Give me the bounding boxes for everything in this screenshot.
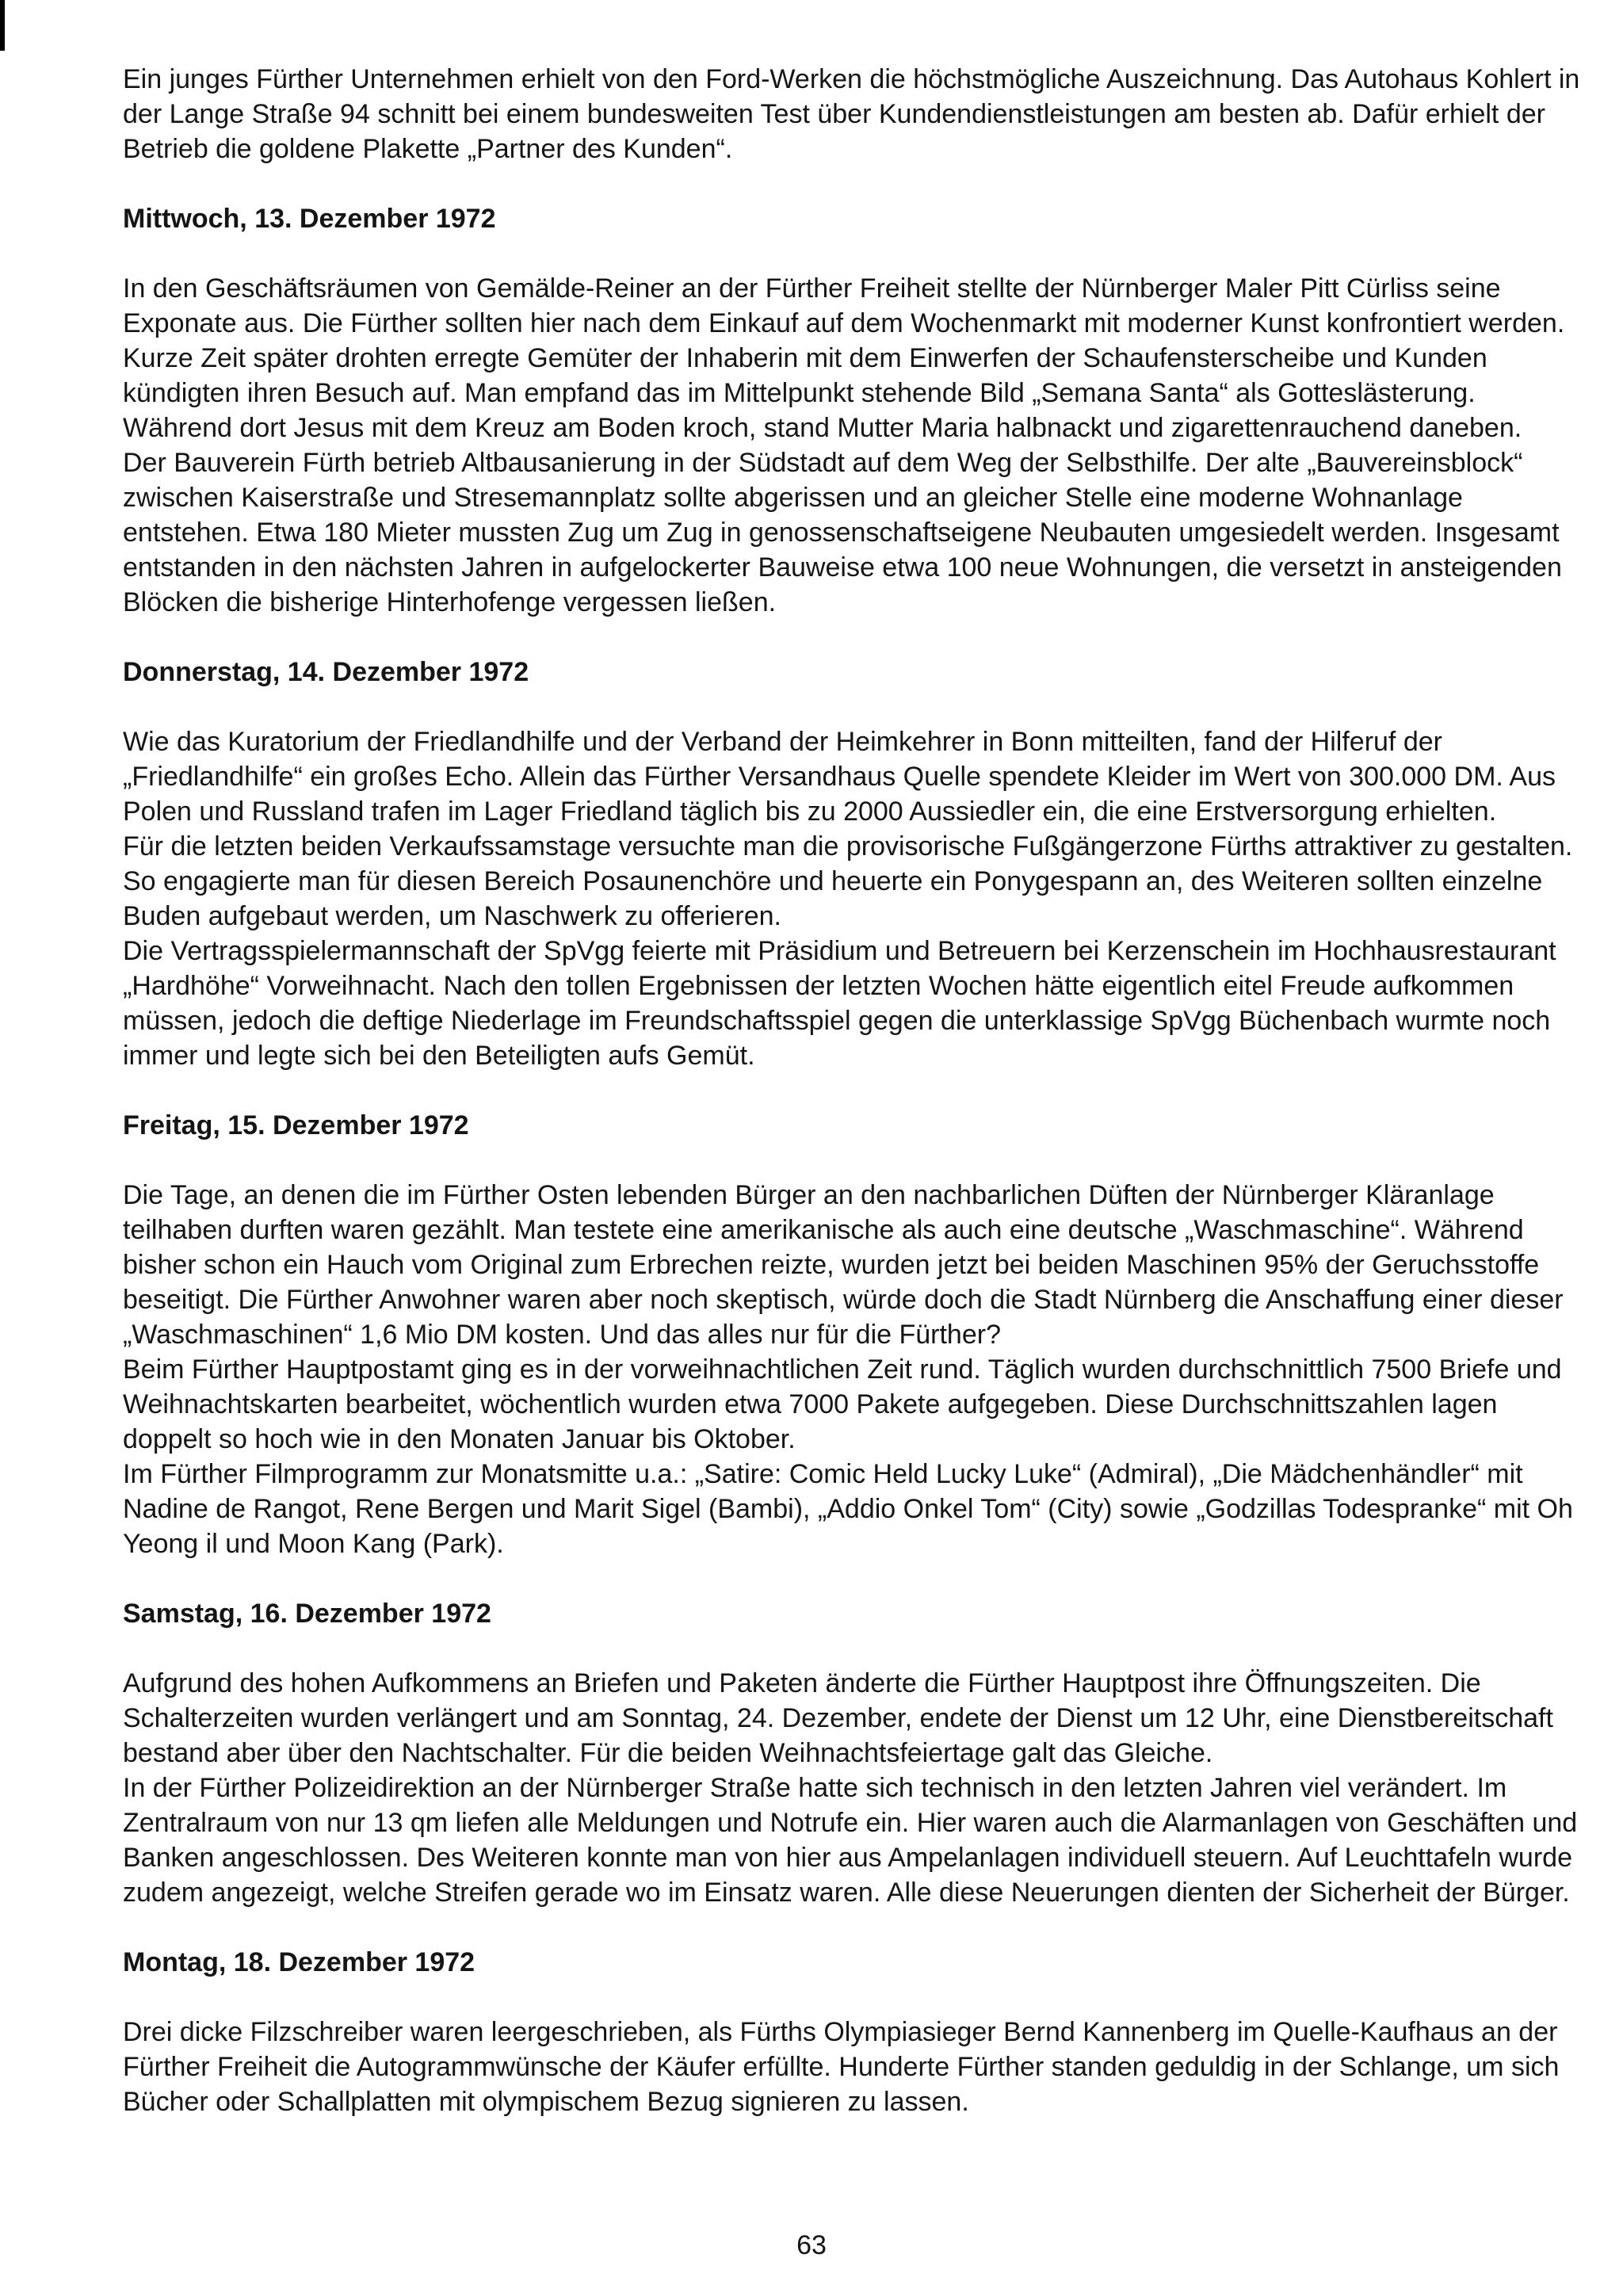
section-freitag-15-dezember [123,1108,1589,1561]
section-intro [123,62,1589,166]
section-donnerstag-14-dezember [123,655,1589,1073]
date-heading: Mittwoch, 13. Dezember 1972 [123,204,496,234]
section-montag-18-dezember [123,1945,1589,2119]
paragraph: Die Tage, an denen die im Fürther Osten lebenden Bürger an den nachbarlichen Düften der Nürnberger Kläranlage teilhaben durften waren gezählt. Man testete eine amerikanische als auch eine deutsche „Waschmaschine“. Während bisher schon ein Hauch vom Original zum Erbrechen reizte, wurden jetzt bei beiden Maschinen 95% der Geruchsstoffe beseitigt. Die Fürther Anwohner waren aber noch skeptisch, würde doch die Stadt Nürnberg die Anschaffung einer dieser „Waschmaschinen“ 1,6 Mio DM kosten. Und das alles nur für die Fürther? [123,1180,1564,1350]
page-number: 63 [796,2230,827,2260]
paragraph: Wie das Kuratorium der Friedlandhilfe und der Verband der Heimkehrer in Bonn mitteilten, fand der Hilferuf der „Friedlandhilfe“ ein großes Echo. Allein das Fürther Versandhaus Quelle spendete Kleider im Wert von 300.000 DM. Aus Polen und Russland trafen im Lager Friedland täglich bis zu 2000 Aussiedler ein, die eine Erstversorgung erhielten. [123,727,1556,827]
document-content [123,62,1589,2119]
paragraph: Beim Fürther Hauptpostamt ging es in der vorweihnachtlichen Zeit rund. Täglich wurden durchschnittlich 7500 Briefe und Weihnachtskarten bearbeitet, wöchentlich wurden etwa 7000 Pakete aufgegeben. Diese Durchschnittszahlen lagen doppelt so hoch wie in den Monaten Januar bis Oktober. [123,1354,1562,1454]
paragraph: Der Bauverein Fürth betrieb Altbausanierung in der Südstadt auf dem Weg der Selbsthilfe. Der alte „Bauvereinsblock“ zwischen Kaiserstraße und Stresemannplatz sollte abgerissen und an gleicher Stelle eine moderne Wohnanlage entstehen. Etwa 180 Mieter mussten Zug um Zug in genossenschaftseigene Neubauten umgesiedelt werden. Insgesamt entstanden in den nächsten Jahren in aufgelockerter Bauweise etwa 100 neue Wohnungen, die versetzt in ansteigenden Blöcken die bisherige Hinterhofenge vergessen ließen. [123,448,1562,617]
date-heading: Freitag, 15. Dezember 1972 [123,1110,469,1140]
paragraph: Die Vertragsspielermannschaft der SpVgg feierte mit Präsidium und Betreuern bei Kerzenschein im Hochhausrestaurant „Hardhöhe“ Vorweihnacht. Nach den tollen Ergebnissen der letzten Wochen hätte eigentlich eitel Freude aufkommen müssen, jedoch die deftige Niederlage im Freundschaftsspiel gegen die unterklassige SpVgg Büchenbach wurmte noch immer und legte sich bei den Beteiligten aufs Gemüt. [123,936,1556,1071]
paragraph: In den Geschäftsräumen von Gemälde-Reiner an der Fürther Freiheit stellte der Nürnberger Maler Pitt Cürliss seine Exponate aus. Die Fürther sollten hier nach dem Einkauf auf dem Wochenmarkt mit moderner Kunst konfrontiert werden. Kurze Zeit später drohten erregte Gemüter der Inhaberin mit dem Einwerfen der Schaufensterscheibe und Kunden kündigten ihren Besuch auf. Man empfand das im Mittelpunkt stehende Bild „Semana Santa“ als Gotteslästerung. Während dort Jesus mit dem Kreuz am Boden kroch, stand Mutter Maria halbnackt und zigarettenrauchend daneben. [123,273,1565,443]
paragraph: Im Fürther Filmprogramm zur Monatsmitte u.a.: „Satire: Comic Held Lucky Luke“ (Admiral), „Die Mädchenhändler“ mit Nadine de Rangot, Rene Bergen und Marit Sigel (Bambi), „Addio Onkel Tom“ (City) sowie „Godzillas Todespranke“ mit Oh Yeong il und Moon Kang (Park). [123,1459,1573,1559]
scan-edge-artifact [0,0,5,51]
paragraph: Für die letzten beiden Verkaufssamstage versuchte man die provisorische Fußgängerzone Fürths attraktiver zu gestalten. So engagierte man für diesen Bereich Posaunenchöre und heuerte ein Ponygespann an, des Weiteren sollten einzelne Buden aufgebaut werden, um Naschwerk zu offerieren. [123,831,1573,931]
paragraph: Ein junges Fürther Unternehmen erhielt von den Ford-Werken die höchstmögliche Auszeichnung. Das Autohaus Kohlert in der Lange Straße 94 schnitt bei einem bundesweiten Test über Kundendienstleistungen am besten ab. Dafür erhielt der Betrieb die goldene Plakette „Partner des Kunden“. [123,64,1580,164]
paragraph: Drei dicke Filzschreiber waren leergeschrieben, als Fürths Olympiasieger Bernd Kannenberg im Quelle-Kaufhaus an der Fürther Freiheit die Autogrammwünsche der Käufer erfüllte. Hunderte Fürther standen geduldig in der Schlange, um sich Bücher oder Schallplatten mit olympischem Bezug signieren zu lassen. [123,2017,1560,2117]
section-mittwoch-13-dezember [123,201,1589,620]
date-heading: Samstag, 16. Dezember 1972 [123,1599,491,1629]
date-heading: Montag, 18. Dezember 1972 [123,1947,475,1977]
section-samstag-16-dezember [123,1596,1589,1910]
paragraph: Aufgrund des hohen Aufkommens an Briefen und Paketen änderte die Fürther Hauptpost ihre Öffnungszeiten. Die Schalterzeiten wurden verlängert und am Sonntag, 24. Dezember, endete der Dienst um 12 Uhr, eine Dienstbereitschaft bestand aber über den Nachtschalter. Für die beiden Weihnachtsfeiertage galt das Gleiche. [123,1668,1553,1768]
date-heading: Donnerstag, 14. Dezember 1972 [123,657,529,687]
paragraph: In der Fürther Polizeidirektion an der Nürnberger Straße hatte sich technisch in den letzten Jahren viel verändert. Im Zentralraum von nur 13 qm liefen alle Meldungen und Notrufe ein. Hier waren auch die Alarmanlagen von Geschäften und Banken angeschlossen. Des Weiteren konnte man von hier aus Ampelanlagen individuell steuern. Auf Leuchttafeln wurde zudem angezeigt, welche Streifen gerade wo im Einsatz waren. Alle diese Neuerungen dienten der Sicherheit der Bürger. [123,1773,1578,1908]
